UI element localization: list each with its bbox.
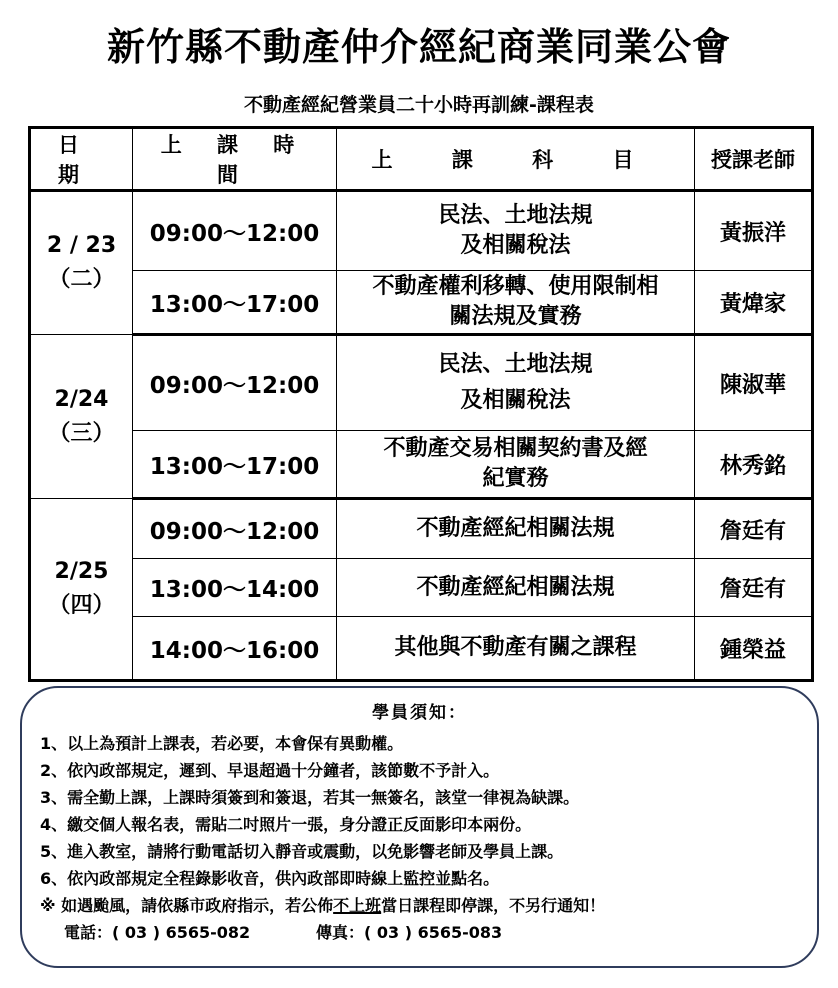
- teacher-cell: 黃振洋: [695, 191, 813, 271]
- subject-cell: [337, 271, 695, 335]
- typhoon-prefix: ※ 如遇颱風，請依縣市政府指示，若公佈: [40, 896, 334, 915]
- table-row: [30, 559, 813, 617]
- contact-line: [40, 919, 605, 946]
- time-cell: 09:00～12:00: [133, 335, 337, 431]
- notice-item: 6、依內政部規定全程錄影收音，供內政部即時線上監控並點名。: [40, 869, 500, 888]
- notice-item: 2、依內政部規定，遲到、早退超過十分鐘者，該節數不予計入。: [40, 761, 500, 780]
- subject-line: 不動產權利移轉、使用限制相: [372, 274, 659, 299]
- teacher-cell: 黃煒家: [695, 271, 813, 335]
- table-header-row: [30, 128, 813, 191]
- header-time: 上 課 時 間: [133, 128, 337, 191]
- date-cell: [30, 499, 133, 681]
- subject-line: 及相關稅法: [460, 388, 571, 413]
- date-cell: [30, 335, 133, 499]
- notice-item: 5、進入教室，請將行動電話切入靜音或震動，以免影響老師及學員上課。: [40, 842, 564, 861]
- subject-cell: 其他與不動產有關之課程: [337, 617, 695, 681]
- table-row: [30, 335, 813, 431]
- subject-line: 民法、土地法規: [438, 203, 593, 228]
- table-row: [30, 191, 813, 271]
- time-cell: 14:00～16:00: [133, 617, 337, 681]
- time-cell: 09:00～12:00: [133, 191, 337, 271]
- page-title: 新竹縣不動產仲介經紀商業同業公會: [106, 25, 731, 69]
- subject-line: 及相關稅法: [460, 233, 571, 258]
- table-row: [30, 431, 813, 499]
- notice-item: 3、需全勤上課，上課時須簽到和簽退，若其一無簽名，該堂一律視為缺課。: [40, 788, 580, 807]
- weekday-label: （四）: [48, 593, 115, 618]
- table-row: [30, 499, 813, 559]
- weekday-label: （三）: [48, 420, 115, 446]
- subject-line: 紀實務: [482, 466, 549, 491]
- notice-item: 4、繳交個人報名表，需貼二吋照片一張，身分證正反面影印本兩份。: [40, 815, 532, 834]
- time-cell: 09:00～12:00: [133, 499, 337, 559]
- subject-cell: 不動產經紀相關法規: [337, 559, 695, 617]
- course-schedule-table: [28, 126, 814, 682]
- typhoon-suffix: 當日課程即停課，不另行通知！: [381, 896, 606, 915]
- subject-cell: [337, 191, 695, 271]
- time-cell: 13:00～17:00: [133, 271, 337, 335]
- subject-cell: 不動產經紀相關法規: [337, 499, 695, 559]
- typhoon-emphasis: 不上班: [333, 896, 382, 915]
- notice-list: [40, 730, 605, 946]
- weekday-label: （二）: [48, 267, 115, 292]
- subject-line: 關法規及實務: [449, 304, 582, 329]
- subject-cell: [337, 335, 695, 431]
- phone-number: 電話：( 03 ) 6565-082: [64, 923, 251, 942]
- notice-item: 1、以上為預計上課表，若必要，本會保有異動權。: [40, 734, 404, 753]
- time-cell: 13:00～17:00: [133, 431, 337, 499]
- date-cell: [30, 191, 133, 335]
- teacher-cell: 詹廷有: [695, 499, 813, 559]
- student-notice-box: [20, 686, 819, 968]
- header-subject: 上 課 科 目: [337, 128, 695, 191]
- typhoon-notice: [40, 892, 605, 919]
- subject-line: 民法、土地法規: [438, 352, 593, 377]
- subject-line: 不動產交易相關契約書及經: [383, 436, 648, 461]
- teacher-cell: 林秀銘: [695, 431, 813, 499]
- table-row: [30, 271, 813, 335]
- teacher-cell: 陳淑華: [695, 335, 813, 431]
- header-teacher: 授課老師: [695, 128, 813, 191]
- date-label: 2 / 23: [46, 233, 117, 258]
- teacher-cell: 詹廷有: [695, 559, 813, 617]
- date-label: 2/25: [54, 559, 109, 584]
- subject-cell: [337, 431, 695, 499]
- teacher-cell: 鍾榮益: [695, 617, 813, 681]
- notice-title: 學員須知：: [372, 703, 467, 723]
- header-date: 日 期: [30, 128, 133, 191]
- date-label: 2/24: [54, 386, 109, 412]
- page-subtitle: 不動產經紀營業員二十小時再訓練-課程表: [244, 94, 594, 116]
- fax-number: 傳真：( 03 ) 6565-083: [316, 923, 503, 942]
- time-cell: 13:00～14:00: [133, 559, 337, 617]
- table-row: [30, 617, 813, 681]
